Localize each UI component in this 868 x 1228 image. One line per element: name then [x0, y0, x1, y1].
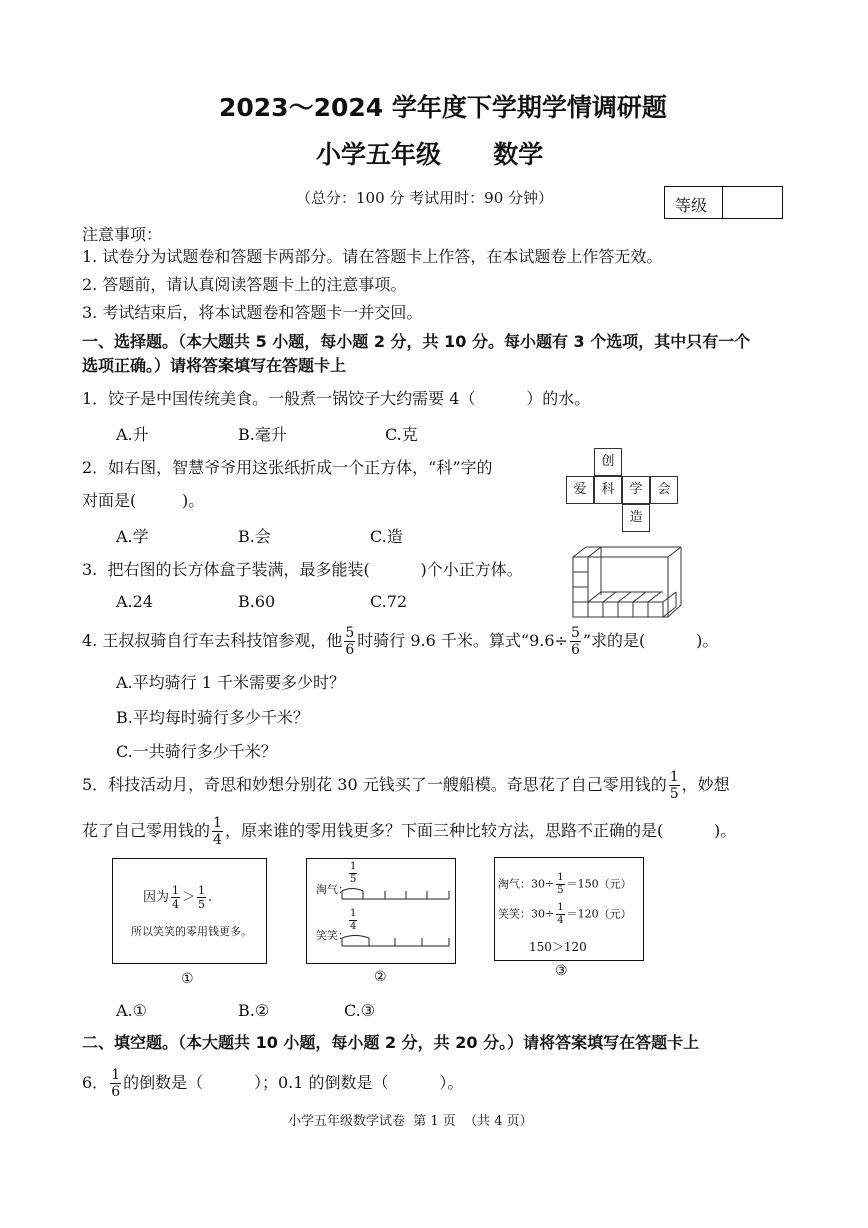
section1-heading: 一、选择题。（本大题共 5 小题，每小题 2 分，共 10 分。每小题有 3 个选项，其中只有一个	[82, 332, 751, 351]
q2-option-b: B.会	[238, 527, 271, 546]
method-panel-1	[112, 858, 267, 964]
question-6: 6． $\frac{1}{6}$ 的倒数是（ ）；0.1 的倒数是（ ）。	[82, 1067, 464, 1100]
segment-bar-5	[341, 887, 451, 901]
segment-bar-4	[341, 934, 451, 948]
net-cell: 爱	[566, 476, 594, 504]
q3-option-a: A.24	[116, 592, 153, 611]
method-panel-2	[306, 858, 456, 964]
panel-label-2: ②	[374, 969, 387, 985]
panel-label-1: ①	[181, 971, 194, 987]
question-2-line2: 对面是( )。	[82, 491, 205, 510]
fraction: $\frac{1}{4}$	[213, 815, 222, 848]
q4-option-b: B.平均每时骑行多少千米？	[116, 708, 309, 727]
note-1: 1. 试卷分为试题卷和答题卡两部分。请在答题卡上作答，在本试题卷上作答无效。	[82, 247, 663, 266]
panel3-line1: 淘气：30÷ $\frac{1}{5}$ ＝150（元）	[498, 872, 632, 896]
question-4: 4. 王叔叔骑自行车去科技馆参观，他 $\frac{5}{6}$ 时骑行 9.6 千米。算式“9.6÷ $\frac{5}{6}$ ”求的是( )。	[82, 625, 719, 658]
question-5: 5．科技活动月，奇思和妙想分别花 30 元钱买了一艘船模。奇思花了自己零用钱的 $\frac{1}{5}$ ，妙想	[82, 769, 730, 802]
page-footer: 小学五年级数学试卷 第 1 页 （共 4 页）	[288, 1114, 533, 1129]
net-cell: 科	[594, 476, 622, 504]
page-subtitle: 小学五年级 数学	[316, 140, 544, 169]
notes-heading: 注意事项：	[82, 225, 163, 244]
method-panel-3	[494, 857, 644, 961]
fraction: $\frac{5}{6}$	[345, 625, 355, 658]
net-cell: 会	[650, 476, 678, 504]
question-2: 2．如右图，智慧爷爷用这张纸折成一个正方体，“科”字的	[82, 458, 493, 477]
page-title: 2023～2024 学年度下学期学情调研题	[219, 93, 667, 122]
q1-option-b: B.毫升	[238, 425, 287, 444]
exam-meta: （总分：100 分 考试用时：90 分钟）	[296, 189, 554, 207]
panel2-label-taoqi: 淘气：	[316, 883, 349, 896]
q3-option-b: B.60	[238, 592, 276, 611]
net-cell: 造	[622, 504, 650, 532]
grade-box	[664, 186, 783, 219]
section2-heading: 二、填空题。（本大题共 10 小题，每小题 2 分，共 20 分。）请将答案填写在答题卡上	[82, 1033, 700, 1052]
note-2: 2. 答题前，请认真阅读答题卡上的注意事项。	[82, 275, 407, 294]
panel3-line2: 笑笑：30÷ $\frac{1}{4}$ ＝120（元）	[498, 902, 632, 926]
q2-option-a: A.学	[116, 527, 149, 546]
fraction: $\frac{1}{4}$	[350, 908, 357, 932]
q5-option-c: C.③	[344, 1001, 376, 1020]
fraction: $\frac{5}{6}$	[570, 625, 580, 658]
question-3: 3. 把右图的长方体盒子装满，最多能装( )个小正方体。	[82, 560, 523, 579]
q1-option-a: A.升	[116, 425, 149, 444]
panel1-line2: 所以笑笑的零用钱更多。	[131, 925, 252, 938]
section1-heading-2: 选项正确。）请将答案填写在答题卡上	[82, 356, 347, 375]
q1-option-c: C.克	[385, 425, 418, 444]
cube-net-figure	[566, 448, 678, 532]
net-cell: 创	[594, 448, 622, 476]
fraction: $\frac{1}{5}$	[669, 769, 679, 802]
q4-option-a: A.平均骑行 1 千米需要多少时？	[116, 673, 345, 692]
fraction: $\frac{1}{5}$	[350, 861, 357, 885]
q2-option-c: C.造	[370, 527, 403, 546]
net-cell: 学	[622, 476, 650, 504]
panel1-line1: 因为 $\frac{1}{4}$ ＞ $\frac{1}{5}$ .	[143, 884, 213, 911]
note-3: 3. 考试结束后，将本试题卷和答题卡一并交回。	[82, 303, 423, 322]
q5-option-a: A.①	[116, 1001, 147, 1020]
grade-label: 等级	[675, 196, 708, 215]
panel-label-3: ③	[555, 963, 568, 979]
question-1: 1．饺子是中国传统美食。一般煮一锅饺子大约需要 4（ ）的水。	[82, 389, 591, 408]
cuboid-box-figure	[570, 545, 685, 620]
question-5-line2: 花了自己零用钱的 $\frac{1}{4}$ ，原来谁的零用钱更多？下面三种比较方法，思路不正确的是( )。	[82, 815, 737, 848]
q4-option-c: C.一共骑行多少千米？	[116, 742, 277, 761]
q3-option-c: C.72	[370, 592, 408, 611]
fraction: $\frac{1}{6}$	[111, 1067, 121, 1100]
panel3-line3: 150＞120	[529, 940, 587, 954]
q5-option-b: B.②	[238, 1001, 270, 1020]
panel2-label-xiaoxiao: 笑笑：	[316, 929, 349, 942]
